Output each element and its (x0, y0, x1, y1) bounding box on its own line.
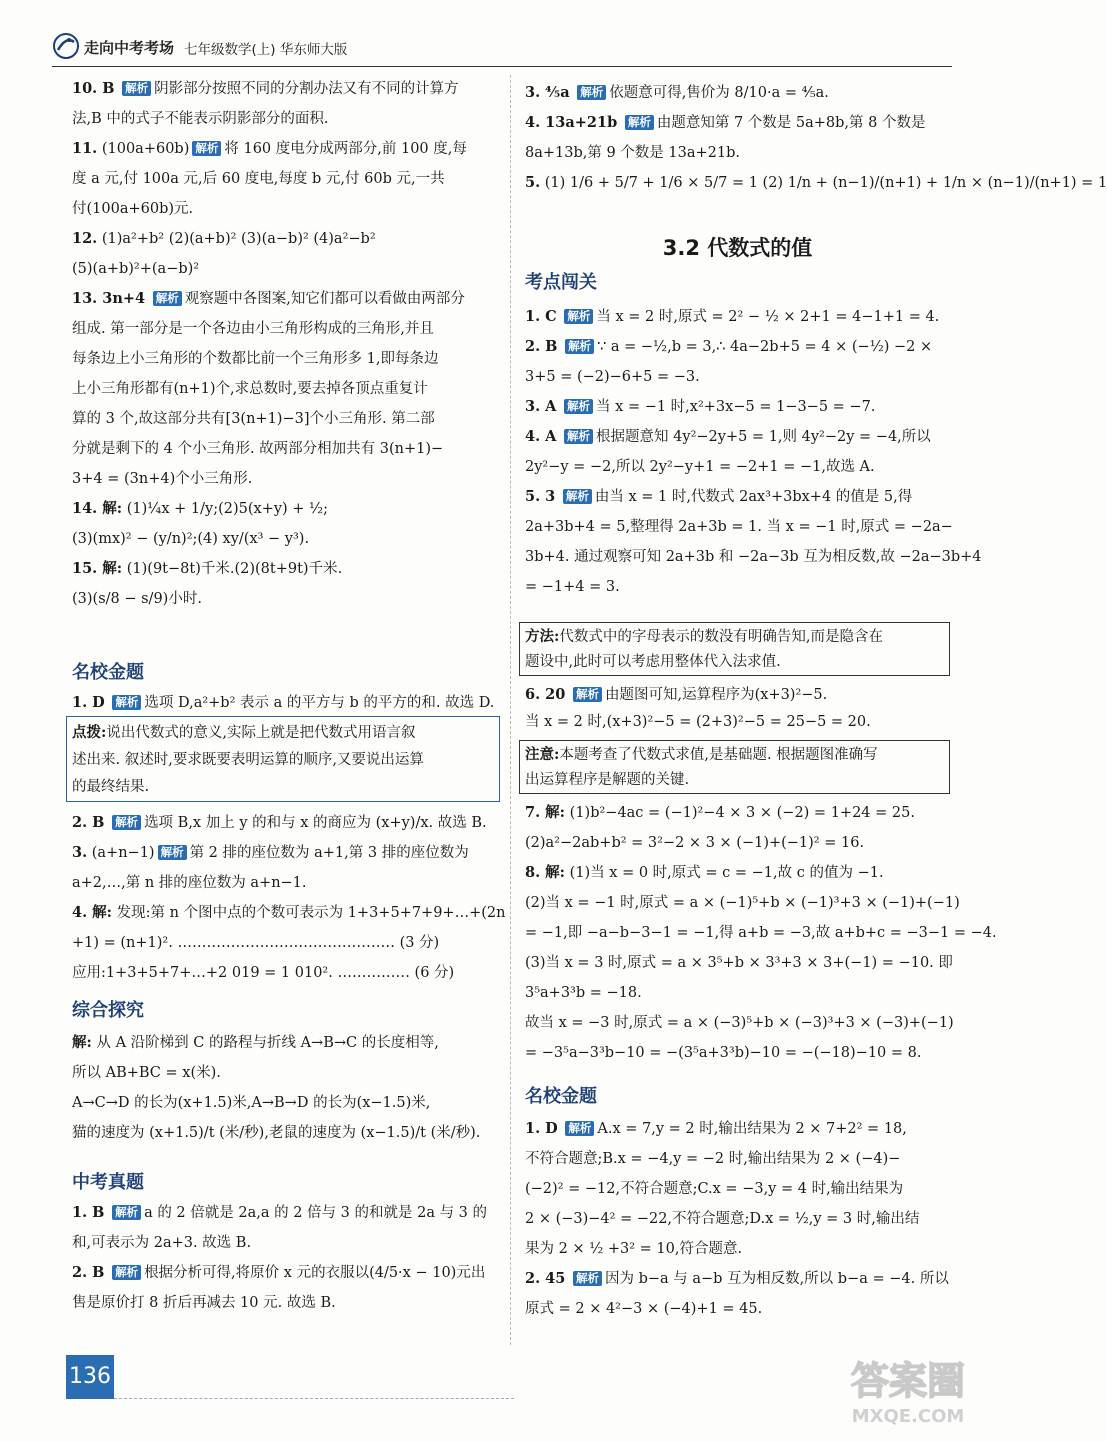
answer-text: 由题意知第 7 个数是 5a+8b,第 8 个数是 (656, 115, 926, 131)
answer-text: (1) 1/6 + 5/7 + 1/6 × 5/7 = 1 (2) 1/n + (n−1)/(n+1) + 1/n × (n−1)/(n+1) = 1 (544, 175, 1107, 191)
answer-text: 上小三角形都有(n+1)个,求总数时,要去掉各顶点重复计 (72, 381, 428, 397)
answer-text: 果为 2 × ½ +3² = 10,符合题意. (525, 1241, 743, 1257)
note-text: 代数式中的字母表示的数没有明确告知,而是隐含在 (559, 629, 883, 645)
answer-text: 2y²−y = −2,所以 2y²−y+1 = −2+1 = −1,故选 A. (525, 459, 875, 475)
answer-line (525, 576, 950, 600)
answer-text: 由题图可知,运算程序为(x+3)²−5. (604, 687, 828, 703)
answer-text: 3+4 = (3n+4)个小三角形. (72, 471, 253, 487)
answer-text: 选项 B,x 加上 y 的和与 x 的商应为 (x+y)/x. 故选 B. (144, 815, 487, 831)
answer-text: 根据题意知 4y²−2y+5 = 1,则 4y²−2y = −4,所以 (596, 429, 931, 445)
answer-text: (2)当 x = −1 时,原式 = a × (−1)⁵+b × (−1)³+3 × (−1)+(−1) (525, 895, 960, 911)
answer-line (525, 892, 960, 916)
note-line (72, 776, 500, 800)
answer-line (72, 692, 500, 716)
question-number: 3. (72, 844, 88, 861)
question-number: 1. B (72, 1204, 105, 1221)
answer-text: 当 x = −1 时,x²+3x−5 = 1−3−5 = −7. (596, 399, 876, 415)
answer-line (525, 1268, 950, 1292)
question-number: 13. 3n+4 (72, 290, 146, 307)
answer-text: 由当 x = 1 时,代数式 2ax³+3bx+4 的值是 5,得 (594, 489, 913, 505)
answer-line (525, 336, 950, 360)
analysis-tag: 解析 (158, 845, 187, 860)
answer-line (525, 516, 953, 540)
answer-line (72, 842, 500, 866)
note-line (525, 744, 950, 768)
answer-line (525, 112, 950, 136)
answer-line (72, 1032, 500, 1056)
answer-line (72, 812, 500, 836)
answer-line (72, 498, 500, 522)
answer-line (525, 952, 953, 976)
answer-line (72, 138, 500, 162)
answer-text: 不符合题意;B.x = −4,y = −2 时,输出结果为 2 × (−4)− (525, 1151, 901, 1167)
note-text: 的最终结果. (72, 779, 150, 795)
answer-text: 售是原价打 8 折后再减去 10 元. 故选 B. (72, 1295, 336, 1311)
answer-text: 法,B 中的式子不能表示阴影部分的面积. (72, 111, 329, 127)
note-text: 本题考查了代数式求值,是基础题. 根据题图准确写 (559, 747, 878, 763)
answer-line (525, 1298, 950, 1322)
question-number: 2. 45 (525, 1270, 566, 1287)
watermark-text: 答案圈 (850, 1359, 966, 1403)
note-text: 说出代数式的意义,实际上就是把代数式用语言叙 (106, 725, 416, 741)
answer-text: (2)a²−2ab+b² = 3²−2 × 3 × (−1)+(−1)² = 16. (525, 835, 865, 851)
answer-line (525, 426, 950, 450)
header-rule (52, 66, 952, 67)
answer-text: 3b+4. 通过观察可知 2a+3b 和 −2a−3b 互为相反数,故 −2a−3b+4 (525, 549, 982, 565)
analysis-tag: 解析 (565, 1121, 594, 1136)
answer-line (525, 142, 950, 166)
answer-line (72, 1262, 500, 1286)
analysis-tag: 解析 (112, 1265, 141, 1280)
answer-line (72, 318, 500, 342)
answer-text: 应用:1+3+5+7+…+2 019 = 1 010². …………… (6 分) (72, 965, 455, 981)
answer-line (72, 558, 500, 582)
analysis-tag: 解析 (192, 141, 221, 156)
question-number: 12. (72, 230, 98, 247)
answer-line (72, 258, 500, 282)
answer-text: 算的 3 个,故这部分共有[3(n+1)−3]个小三角形. 第二部 (72, 411, 435, 427)
analysis-tag: 解析 (153, 291, 182, 306)
answer-line (72, 288, 500, 312)
answer-line (72, 198, 500, 222)
answer-line (72, 1062, 500, 1086)
answer-text: 3+5 = (−2)−6+5 = −3. (525, 369, 700, 385)
answer-text: 阴影部分按照不同的分割办法又有不同的计算方 (154, 81, 459, 97)
analysis-tag: 解析 (565, 339, 594, 354)
analysis-tag: 解析 (112, 815, 141, 830)
answer-line (72, 1232, 500, 1256)
page-header (52, 30, 952, 64)
answer-value: (a+n−1) (91, 845, 155, 861)
question-number: 7. 解: (525, 804, 566, 821)
answer-line (525, 456, 950, 480)
answer-text: (1)¼x + 1/y;(2)5(x+y) + ½; (126, 501, 328, 517)
answer-text: (3)(s/8 − s/9)小时. (72, 591, 202, 607)
answer-line (525, 922, 997, 946)
answer-line (525, 1148, 950, 1172)
answer-line (72, 438, 500, 462)
answer-text: ∵ a = −½,b = 3,∴ 4a−2b+5 = 4 × (−½) −2 × (597, 339, 933, 355)
question-number: 10. B (72, 80, 115, 97)
answer-line (72, 468, 500, 492)
answer-text: = −1,即 −a−b−3−1 = −1,得 a+b = −3,故 a+b+c = −3−1 = −4. (525, 925, 997, 941)
question-number: 1. D (72, 694, 105, 711)
answer-text: 度 a 元,付 100a 元,后 60 度电,每度 b 元,付 60b 元,一共 (72, 171, 445, 187)
analysis-tag: 解析 (573, 687, 602, 702)
watermark-logo (832, 1350, 984, 1430)
question-number: 4. 解: (72, 904, 113, 921)
question-number: 2. B (72, 1264, 105, 1281)
answer-line (525, 396, 950, 420)
answer-text: a 的 2 倍就是 2a,a 的 2 倍与 3 的和就是 2a 与 3 的 (144, 1205, 488, 1221)
answer-text: A.x = 7,y = 2 时,输出结果为 2 × 7+2² = 18, (597, 1121, 907, 1137)
answer-line (72, 528, 500, 552)
question-number: 4. A (525, 428, 557, 445)
section-title-mingxiao-right: 名校金题 (525, 1086, 597, 1107)
answer-line (72, 1092, 500, 1116)
answer-text: 原式 = 2 × 4²−3 × (−4)+1 = 45. (525, 1301, 763, 1317)
column-divider (510, 75, 511, 1345)
answer-line (525, 832, 950, 856)
answer-line (72, 168, 500, 192)
note-label: 点拨: (72, 724, 107, 741)
answer-value: (100a+60b) (101, 141, 190, 157)
question-number: 1. C (525, 308, 557, 325)
question-number: 14. 解: (72, 500, 123, 517)
question-number: 15. 解: (72, 560, 123, 577)
question-number: 3. ⅘a (525, 84, 570, 101)
brand-name: 走向中考考场 (84, 39, 175, 57)
answer-text: (1)(9t−8t)千米.(2)(8t+9t)千米. (126, 561, 343, 577)
note-text: 述出来. 叙述时,要求既要表明运算的顺序,又要说出运算 (72, 752, 424, 768)
note-label: 注意: (525, 746, 560, 763)
answer-line (72, 1122, 500, 1146)
answer-text: 分就是剩下的 4 个小三角形. 故两部分相加共有 3(n+1)− (72, 441, 444, 457)
answer-text: 8a+13b,第 9 个数是 13a+21b. (525, 145, 741, 161)
answer-line (72, 902, 506, 926)
analysis-tag: 解析 (625, 115, 654, 130)
answer-line (72, 78, 500, 102)
answer-text: 从 A 沿阶梯到 C 的路程与折线 A→B→C 的长度相等, (96, 1035, 439, 1051)
answer-text: 每条边上小三角形的个数都比前一个三角形多 1,即每条边 (72, 351, 439, 367)
answer-text: 付(100a+60b)元. (72, 201, 194, 217)
footer-rule (114, 1398, 514, 1399)
answer-text: a+2,…,第 n 排的座位数为 a+n−1. (72, 875, 307, 891)
answer-line (72, 1202, 500, 1226)
question-number: 2. B (72, 814, 105, 831)
answer-line (525, 546, 982, 570)
watermark-url: MXQE.COM (851, 1406, 965, 1427)
note-line (525, 651, 950, 675)
section-title-zonghe: 综合探究 (72, 1000, 144, 1021)
note-line (72, 749, 500, 773)
answer-text: (3)(mx)² − (y/n)²;(4) xy/(x³ − y³). (72, 531, 310, 547)
answer-text: +1) = (n+1)². ……………………………………… (3 分) (72, 935, 440, 951)
answer-line (72, 962, 500, 986)
question-number: 6. 20 (525, 686, 566, 703)
answer-text: = −3⁵a−3³b−10 = −(3⁵a+3³b)−10 = −(−18)−10 = 8. (525, 1045, 922, 1061)
answer-text: = −1+4 = 3. (525, 579, 620, 595)
answer-line (525, 306, 950, 330)
answer-line (72, 1292, 500, 1316)
section-heading-3-2: 3.2 代数式的值 (662, 236, 813, 260)
question-number: 5. 3 (525, 488, 556, 505)
note-line (525, 626, 950, 650)
answer-text: (1)a²+b² (2)(a+b)² (3)(a−b)² (4)a²−b² (101, 231, 376, 247)
answer-text: 3⁵a+3³b = −18. (525, 985, 642, 1001)
note-label: 方法: (525, 628, 560, 645)
analysis-tag: 解析 (573, 1271, 602, 1286)
answer-line (72, 228, 500, 252)
analysis-tag: 解析 (112, 1205, 141, 1220)
book-subtitle: 七年级数学(上) 华东师大版 (184, 42, 348, 58)
answer-text: 选项 D,a²+b² 表示 a 的平方与 b 的平方的和. 故选 D. (144, 695, 495, 711)
answer-text: 发现:第 n 个图中点的个数可表示为 1+3+5+7+9+…+(2n (116, 905, 506, 921)
answer-line (525, 366, 950, 390)
answer-text: 2a+3b+4 = 5,整理得 2a+3b = 1. 当 x = −1 时,原式 = −2a− (525, 519, 953, 535)
section-title-mingxiao: 名校金题 (72, 662, 144, 683)
answer-text: 当 x = 2 时,原式 = 2² − ½ × 2+1 = 4−1+1 = 4. (596, 309, 940, 325)
section-title-kaodian: 考点闯关 (525, 272, 597, 293)
question-number: 解: (72, 1034, 92, 1051)
answer-line (72, 408, 500, 432)
answer-line (525, 82, 950, 106)
answer-text: 2 × (−3)−4² = −22,不符合题意;D.x = ½,y = 3 时,输出结 (525, 1211, 920, 1227)
analysis-tag: 解析 (564, 429, 593, 444)
answer-text: (−2)² = −12,不符合题意;C.x = −3,y = 4 时,输出结果为 (525, 1181, 904, 1197)
answer-line (525, 1238, 950, 1262)
question-number: 1. D (525, 1120, 558, 1137)
analysis-tag: 解析 (564, 309, 593, 324)
answer-line (72, 872, 500, 896)
answer-line (525, 862, 950, 886)
answer-line (525, 1118, 950, 1142)
question-number: 4. 13a+21b (525, 114, 618, 131)
answer-line (525, 802, 950, 826)
question-number: 11. (72, 140, 98, 157)
answer-text: 和,可表示为 2a+3. 故选 B. (72, 1235, 252, 1251)
runner-logo-icon (52, 32, 80, 60)
answer-text: (1)b²−4ac = (−1)²−4 × 3 × (−2) = 1+24 = 25. (569, 805, 915, 821)
analysis-tag: 解析 (564, 399, 593, 414)
answer-line (525, 684, 950, 708)
page-number: 136 (66, 1355, 114, 1399)
note-text: 题设中,此时可以考虑用整体代入法求值. (525, 654, 781, 670)
answer-text: 根据分析可得,将原价 x 元的衣服以(4/5·x − 10)元出 (144, 1265, 486, 1281)
answer-text: (3)当 x = 3 时,原式 = a × 3⁵+b × 3³+3 × 3+(−1) = −10. 即 (525, 955, 953, 971)
answer-line (72, 378, 500, 402)
answer-text: A→C→D 的长为(x+1.5)米,A→B→D 的长为(x−1.5)米, (72, 1095, 431, 1111)
question-number: 3. A (525, 398, 557, 415)
answer-line (525, 486, 950, 510)
note-line (525, 769, 950, 793)
answer-text: 观察题中各图案,知它们都可以看做由两部分 (184, 291, 465, 307)
analysis-tag: 解析 (122, 81, 151, 96)
answer-line (525, 1042, 950, 1066)
answer-line (525, 172, 1107, 196)
answer-line (72, 108, 500, 132)
answer-text: 第 2 排的座位数为 a+1,第 3 排的座位数为 (189, 845, 469, 861)
question-number: 2. B (525, 338, 558, 355)
answer-text: 因为 b−a 与 a−b 互为相反数,所以 b−a = −4. 所以 (604, 1271, 949, 1287)
answer-text: (1)当 x = 0 时,原式 = c = −1,故 c 的值为 −1. (569, 865, 884, 881)
answer-line (525, 1012, 954, 1036)
question-number: 8. 解: (525, 864, 566, 881)
analysis-tag: 解析 (563, 489, 592, 504)
analysis-tag: 解析 (112, 695, 141, 710)
answer-line (525, 982, 950, 1006)
answer-text: 故当 x = −3 时,原式 = a × (−3)⁵+b × (−3)³+3 × (−3)+(−1) (525, 1015, 954, 1031)
section-title-zhongkao: 中考真题 (72, 1172, 144, 1193)
answer-text: (5)(a+b)²+(a−b)² (72, 261, 200, 277)
answer-text: 组成. 第一部分是一个各边由小三角形构成的三角形,并且 (72, 321, 434, 337)
answer-text: 依题意可得,售价为 8/10·a = ⅘a. (609, 85, 829, 101)
answer-line (525, 1178, 950, 1202)
answer-text: 将 160 度电分成两部分,前 100 度,每 (224, 141, 467, 157)
answer-line (72, 588, 500, 612)
answer-text: 猫的速度为 (x+1.5)/t (米/秒),老鼠的速度为 (x−1.5)/t (米/秒). (72, 1125, 481, 1141)
question-number: 5. (525, 174, 541, 191)
answer-line (525, 1208, 950, 1232)
analysis-tag: 解析 (577, 85, 606, 100)
answer-text: 当 x = 2 时,(x+3)²−5 = (2+3)²−5 = 25−5 = 20. (525, 714, 871, 730)
answer-text: 所以 AB+BC = x(米). (72, 1065, 221, 1081)
answer-line (72, 932, 500, 956)
answer-line (525, 711, 950, 735)
note-text: 出运算程序是解题的关键. (525, 772, 690, 788)
note-line (72, 722, 500, 746)
answer-line (72, 348, 500, 372)
